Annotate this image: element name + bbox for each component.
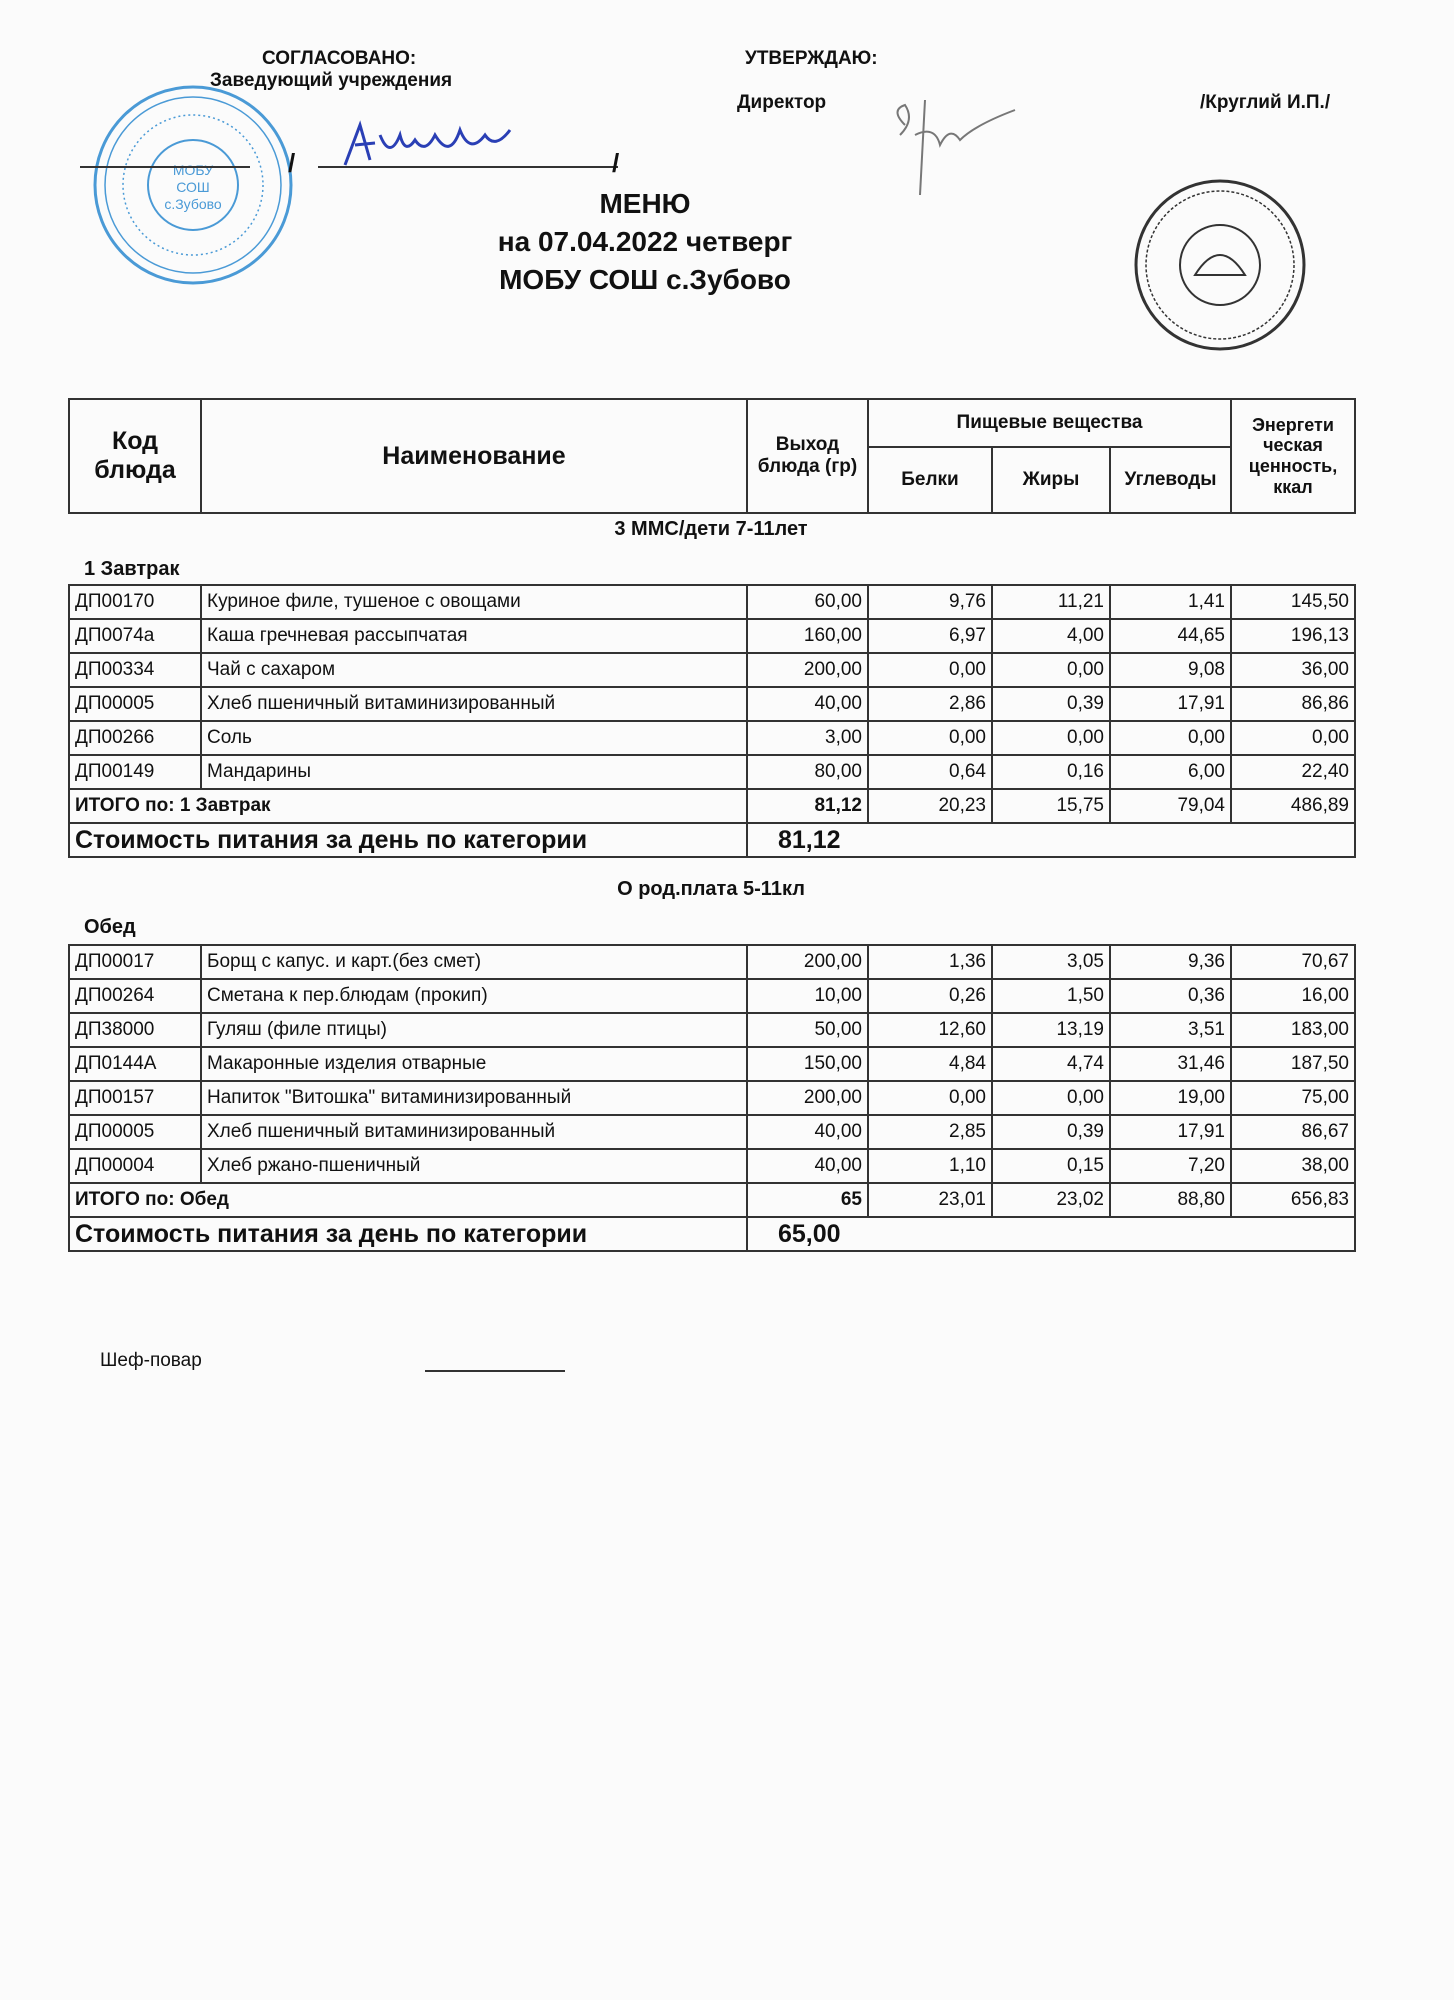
doc-school: МОБУ СОШ с.Зубово [499,264,791,295]
doc-title: МЕНЮ [599,188,691,219]
col-yield: Выход блюда (гр) [747,399,868,513]
yield-cell: 60,00 [747,585,868,619]
signature-line [80,166,250,168]
name-cell: Каша гречневая рассыпчатая [201,619,747,653]
fat-cell: 0,16 [992,755,1110,789]
protein-cell: 0,64 [868,755,992,789]
name-cell: Хлеб пшеничный витаминизированный [201,1115,747,1149]
yield-cell: 200,00 [747,653,868,687]
total-cell: 88,80 [1110,1183,1231,1217]
approve-name: /Круглий И.П./ [1200,92,1331,113]
energy-cell: 22,40 [1231,755,1355,789]
approve-position: Директор [737,92,827,113]
protein-cell: 0,00 [868,721,992,755]
doc-date: на 07.04.2022 четверг [497,226,793,257]
protein-cell: 12,60 [868,1013,992,1047]
col-nutrients: Пищевые вещества [868,399,1231,447]
name-cell: Чай с сахаром [201,653,747,687]
code-cell: ДП00334 [69,653,201,687]
name-cell: Соль [201,721,747,755]
code-cell: ДП00157 [69,1081,201,1115]
cost-row [69,1217,1355,1251]
yield-cell: 160,00 [747,619,868,653]
name-cell: Сметана к пер.блюдам (прокип) [201,979,747,1013]
energy-cell: 16,00 [1231,979,1355,1013]
code-cell: ДП00005 [69,687,201,721]
protein-cell: 0,26 [868,979,992,1013]
svg-text:с.Зубово: с.Зубово [164,196,222,212]
cost-label: Стоимость питания за день по категории [69,1217,747,1251]
col-energy: Энергети ческая ценность, ккал [1231,399,1355,513]
yield-cell: 200,00 [747,1081,868,1115]
breakfast-table [68,584,1356,858]
carbs-cell: 19,00 [1110,1081,1231,1115]
fat-cell: 0,15 [992,1149,1110,1183]
protein-cell: 0,00 [868,1081,992,1115]
cost-value: 65,00 [747,1217,1355,1251]
fat-cell: 0,39 [992,1115,1110,1149]
code-cell: ДП0144А [69,1047,201,1081]
fat-cell: 0,00 [992,1081,1110,1115]
energy-cell: 36,00 [1231,653,1355,687]
table-row [69,619,1355,653]
fat-cell: 4,00 [992,619,1110,653]
name-cell: Гуляш (филе птицы) [201,1013,747,1047]
total-label: ИТОГО по: Обед [69,1183,747,1217]
energy-cell: 75,00 [1231,1081,1355,1115]
yield-cell: 40,00 [747,687,868,721]
meal-title: Обед [84,916,136,938]
fat-cell: 0,00 [992,653,1110,687]
protein-cell: 1,36 [868,945,992,979]
carbs-cell: 9,08 [1110,653,1231,687]
agreed-position: Заведующий учреждения [210,70,453,91]
school-stamp [88,80,298,290]
col-carbs: Углеводы [1110,447,1231,513]
code-cell: ДП00017 [69,945,201,979]
total-cell: 81,12 [747,789,868,823]
energy-cell: 86,67 [1231,1115,1355,1149]
fat-cell: 0,39 [992,687,1110,721]
table-row [69,755,1355,789]
name-cell: Макаронные изделия отварные [201,1047,747,1081]
table-row [69,1115,1355,1149]
protein-cell: 9,76 [868,585,992,619]
energy-cell: 183,00 [1231,1013,1355,1047]
carbs-cell: 17,91 [1110,1115,1231,1149]
code-cell: ДП38000 [69,1013,201,1047]
cost-value: 81,12 [747,823,1355,857]
lunch-table [68,944,1356,1252]
fat-cell: 3,05 [992,945,1110,979]
carbs-cell: 9,36 [1110,945,1231,979]
total-cell: 79,04 [1110,789,1231,823]
carbs-cell: 0,36 [1110,979,1231,1013]
chef-label: Шеф-повар [100,1350,202,1371]
fat-cell: 1,50 [992,979,1110,1013]
signature-line [318,166,618,168]
total-cell: 23,02 [992,1183,1110,1217]
name-cell: Борщ с капус. и карт.(без смет) [201,945,747,979]
code-cell: ДП0074а [69,619,201,653]
carbs-cell: 7,20 [1110,1149,1231,1183]
carbs-cell: 31,46 [1110,1047,1231,1081]
yield-cell: 40,00 [747,1149,868,1183]
name-cell: Хлеб пшеничный витаминизированный [201,687,747,721]
total-cell: 65 [747,1183,868,1217]
carbs-cell: 44,65 [1110,619,1231,653]
yield-cell: 150,00 [747,1047,868,1081]
total-row [69,789,1355,823]
name-cell: Напиток "Витошка" витаминизированный [201,1081,747,1115]
total-cell: 20,23 [868,789,992,823]
carbs-cell: 6,00 [1110,755,1231,789]
table-row [69,653,1355,687]
code-cell: ДП00004 [69,1149,201,1183]
menu-table-header [68,398,1356,514]
total-label: ИТОГО по: 1 Завтрак [69,789,747,823]
carbs-cell: 3,51 [1110,1013,1231,1047]
protein-cell: 0,00 [868,653,992,687]
energy-cell: 145,50 [1231,585,1355,619]
category-title: О род.плата 5-11кл [617,878,805,900]
code-cell: ДП00005 [69,1115,201,1149]
protein-cell: 2,86 [868,687,992,721]
energy-cell: 187,50 [1231,1047,1355,1081]
agreed-label: СОГЛАСОВАНО: [262,48,417,69]
svg-text:МОБУ: МОБУ [172,162,214,178]
col-name: Наименование [201,399,747,513]
cost-row [69,823,1355,857]
energy-cell: 196,13 [1231,619,1355,653]
table-row [69,1149,1355,1183]
protein-cell: 6,97 [868,619,992,653]
meal-title: 1 Завтрак [84,558,180,580]
carbs-cell: 17,91 [1110,687,1231,721]
col-code: Код блюда [69,399,201,513]
name-cell: Куриное филе, тушеное с овощами [201,585,747,619]
col-fat: Жиры [992,447,1110,513]
col-protein: Белки [868,447,992,513]
protein-cell: 4,84 [868,1047,992,1081]
cost-label: Стоимость питания за день по категории [69,823,747,857]
energy-cell: 70,67 [1231,945,1355,979]
slash: / [612,148,620,178]
total-cell: 15,75 [992,789,1110,823]
energy-cell: 38,00 [1231,1149,1355,1183]
table-row [69,721,1355,755]
carbs-cell: 1,41 [1110,585,1231,619]
fat-cell: 13,19 [992,1013,1110,1047]
energy-cell: 0,00 [1231,721,1355,755]
table-row [69,687,1355,721]
carbs-cell: 0,00 [1110,721,1231,755]
yield-cell: 10,00 [747,979,868,1013]
total-cell: 23,01 [868,1183,992,1217]
table-row [69,979,1355,1013]
table-row [69,945,1355,979]
code-cell: ДП00264 [69,979,201,1013]
total-cell: 656,83 [1231,1183,1355,1217]
protein-cell: 1,10 [868,1149,992,1183]
table-row [69,1013,1355,1047]
svg-text:СОШ: СОШ [176,179,210,195]
slash: / [288,148,296,178]
total-cell: 486,89 [1231,789,1355,823]
table-row [69,1081,1355,1115]
fat-cell: 0,00 [992,721,1110,755]
fat-cell: 11,21 [992,585,1110,619]
chef-signature-line [425,1370,565,1372]
yield-cell: 200,00 [747,945,868,979]
code-cell: ДП00266 [69,721,201,755]
code-cell: ДП00149 [69,755,201,789]
yield-cell: 50,00 [747,1013,868,1047]
yield-cell: 40,00 [747,1115,868,1149]
yield-cell: 80,00 [747,755,868,789]
name-cell: Хлеб ржано-пшеничный [201,1149,747,1183]
code-cell: ДП00170 [69,585,201,619]
fat-cell: 4,74 [992,1047,1110,1081]
yield-cell: 3,00 [747,721,868,755]
energy-cell: 86,86 [1231,687,1355,721]
protein-cell: 2,85 [868,1115,992,1149]
total-row [69,1183,1355,1217]
category-title: 3 ММС/дети 7-11лет [614,518,808,540]
name-cell: Мандарины [201,755,747,789]
table-row [69,585,1355,619]
table-row [69,1047,1355,1081]
approve-label: УТВЕРЖДАЮ: [745,48,878,69]
